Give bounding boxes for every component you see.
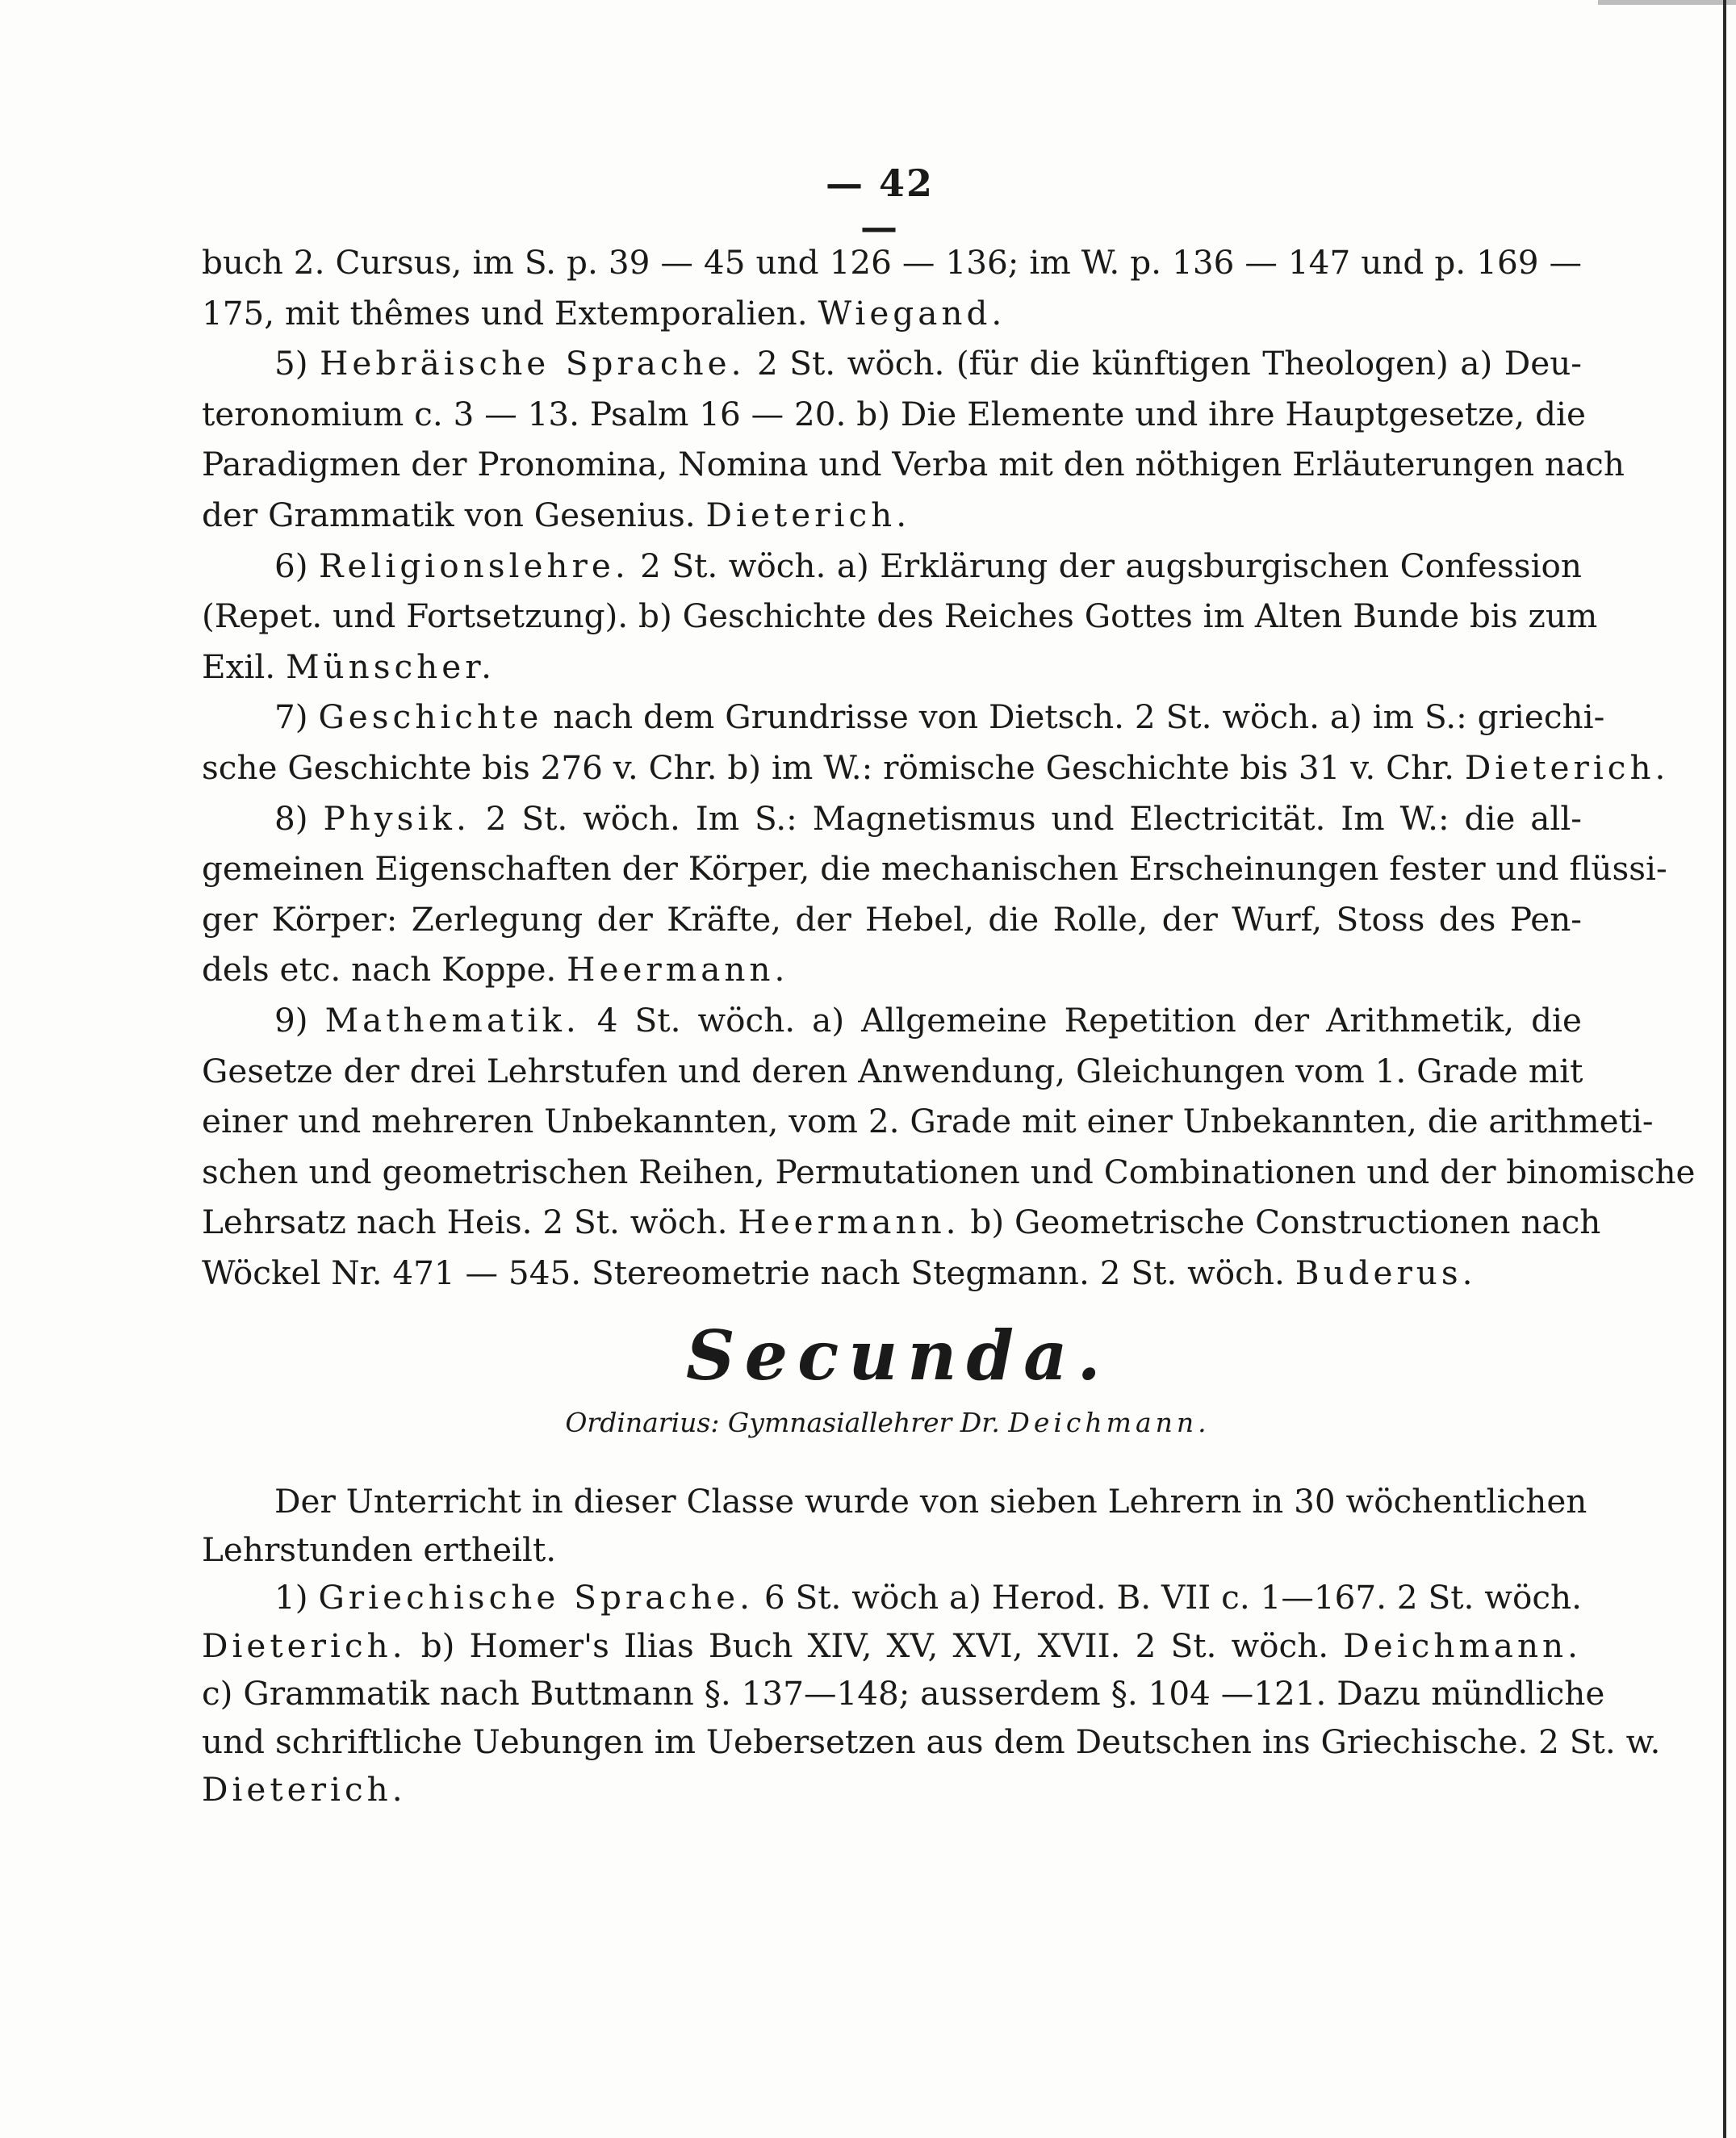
text-line [274,1573,1582,1621]
line-text: Lehrstunden ertheilt. [202,1529,557,1569]
line-text: 7) [274,697,319,737]
line-text: 2 St. wöch. (für die künftigen Theologen) a) Deu- [745,344,1582,383]
line-text: der Grammatik von Gesenius. [202,496,706,534]
line-text: Paradigmen der Pronomina, Nomina und Verba mit den nöthigen Erläuterungen nach [202,445,1625,484]
text-line [202,1525,1582,1574]
line-text: Exil. [202,646,287,686]
line-text: 2 St. wöch. a) Erklärung der augsburgischen Confession [629,546,1582,585]
line-text: 8) [274,798,324,838]
text-line [202,1148,1696,1196]
scan-edge-top [1598,0,1736,5]
line-text: 6) [274,546,320,585]
spaced-name: Physik. [323,798,471,838]
scan-edge-right [1723,0,1726,2138]
line-text: 9) [274,1001,325,1040]
text-line [202,289,1582,337]
text-line [202,844,1667,893]
line-text: 2 St. wöch. Im S.: Magnetismus und Electricität. Im W.: die all- [470,798,1582,838]
text-line [202,1047,1582,1095]
text-line [202,642,1582,691]
line-text: c) Grammatik nach Buttmann §. 137—148; ausserdem §. 104 —121. Dazu mündliche [202,1674,1605,1713]
spaced-name: Heermann. [567,950,789,990]
text-line [202,1097,1654,1145]
text-line [202,895,1582,943]
text-line [202,238,1582,287]
text-line [202,1765,1582,1814]
text-line [202,1669,1605,1718]
spaced-name: Dieterich. [202,1625,407,1665]
text-line [274,794,1582,843]
line-text: 175, mit thêmes und Extemporalien. [202,293,818,333]
line-text: Gesetze der drei Lehrstufen und deren Anwendung, Gleichungen vom 1. Grade mit [202,1051,1583,1090]
spaced-name: Religionslehre. [319,546,630,585]
spaced-name: Mathematik. [324,1001,580,1040]
spaced-name: Wiegand. [818,293,1006,333]
text-line [202,592,1598,640]
line-text: ger Körper: Zerlegung der Kräfte, der Hebel, die Rolle, der Wurf, Stoss des Pen- [202,899,1582,939]
section-heading: Secunda. [686,1316,1111,1395]
line-text: sche Geschichte bis 276 v. Chr. b) im W.: römische Geschichte bis 31 v. Chr. [202,748,1465,787]
spaced-name: Buderus. [1295,1253,1477,1292]
line-text: (Repet. und Fortsetzung). b) Geschichte des Reiches Gottes im Alten Bunde bis zum [202,596,1598,636]
line-text: b) Homer's Ilias Buch XIV, XV, XVI, XVII. 2 St. wöch. [406,1625,1344,1665]
text-line [202,1249,1582,1297]
text-line [202,1198,1601,1246]
text-line [274,692,1605,741]
spaced-name: Heermann. [738,1203,960,1242]
text-line [202,1718,1661,1766]
spaced-name: Dieterich. [705,496,911,534]
text-line [202,491,1582,539]
spaced-name: Hebräische Sprache. [320,344,746,383]
line-text: Der Unterricht in dieser Classe wurde von sieben Lehrern in 30 wöchentlichen [274,1482,1587,1521]
text-line [202,440,1625,488]
line-text: 4 St. wöch. a) Allgemeine Repetition der Arithmetik, die [579,1001,1582,1040]
text-line [274,542,1582,590]
line-text: teronomium c. 3 — 13. Psalm 16 — 20. b) Die Elemente und ihre Hauptgesetze, die [202,394,1586,433]
text-line [202,390,1586,438]
spaced-name: Dieterich. [1464,748,1670,787]
ordinarius-name: Deichmann. [1008,1407,1211,1438]
line-text: schen und geometrischen Reihen, Permutationen und Combinationen und der binomische [202,1152,1696,1191]
text-line [202,945,1582,994]
line-text: nach dem Grundrisse von Dietsch. 2 St. wöch. a) im S.: griechi- [542,697,1605,737]
text-line [274,339,1582,387]
page-number: — 42 — [825,161,935,249]
text-line [274,1477,1587,1525]
text-line [202,1621,1582,1670]
line-text: dels etc. nach Koppe. [202,950,567,990]
ordinarius-line [517,1403,1259,1443]
spaced-name: Griechische Sprache. [318,1578,754,1617]
line-text: Lehrsatz nach Heis. 2 St. wöch. [202,1203,738,1242]
line-text: buch 2. Cursus, im S. p. 39 — 45 und 126 — 136; im W. p. 136 — 147 und p. 169 — [202,243,1582,282]
line-text: 5) [274,344,320,383]
spaced-name: Deichmann. [1343,1625,1582,1665]
line-text: Wöckel Nr. 471 — 545. Stereometrie nach Stegmann. 2 St. wöch. [202,1253,1295,1292]
line-text: einer und mehreren Unbekannten, vom 2. Grade mit einer Unbekannten, die arithmeti- [202,1102,1654,1141]
line-text: gemeinen Eigenschaften der Körper, die mechanischen Erscheinungen fester und flüssi- [202,849,1667,889]
text-line [202,743,1670,792]
spaced-name: Geschichte [318,697,543,737]
line-text: und schriftliche Uebungen im Uebersetzen aus dem Deutschen ins Griechische. 2 St. w. [202,1722,1661,1761]
line-text: b) Geometrische Constructionen nach [960,1203,1601,1242]
spaced-name: Dieterich. [202,1770,407,1809]
line-text: 6 St. wöch a) Herod. B. VII c. 1—167. 2 St. wöch. [753,1578,1582,1617]
spaced-name: Münscher. [286,646,496,686]
ordinarius-label: Ordinarius: Gymnasiallehrer Dr. [565,1407,1009,1438]
line-text: 1) [274,1578,319,1617]
text-line [274,996,1582,1044]
